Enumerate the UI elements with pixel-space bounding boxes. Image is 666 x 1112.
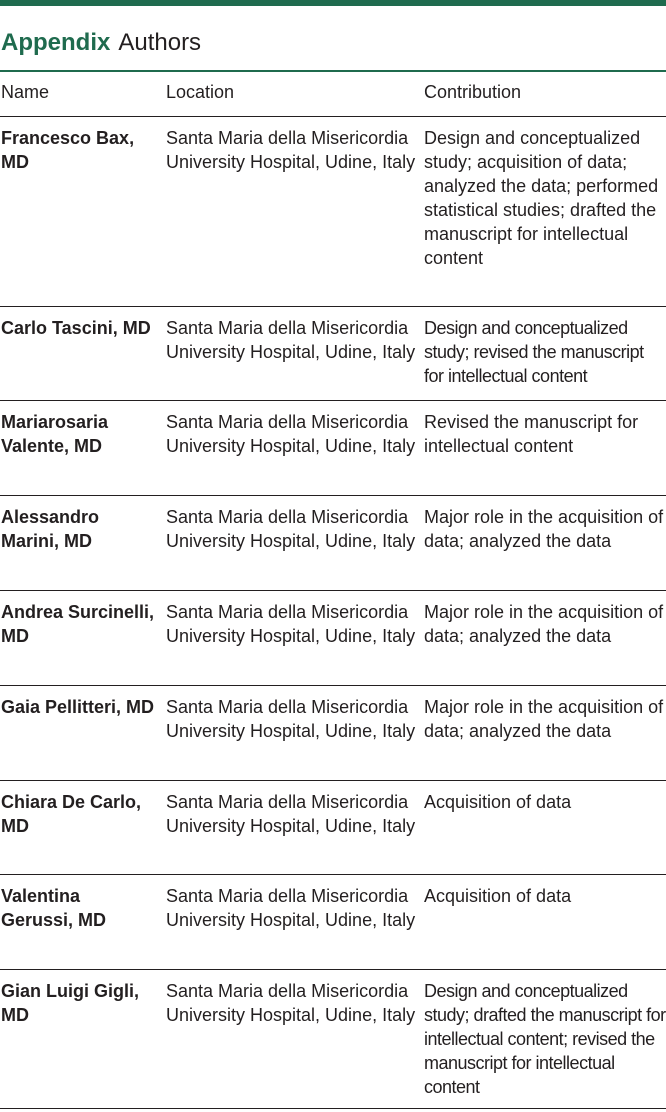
- author-location: Santa Maria della Misericordia University Hospital, Udine, Italy: [166, 981, 416, 1025]
- row-divider: [0, 495, 666, 496]
- author-location: Santa Maria della Misericordia University Hospital, Udine, Italy: [166, 507, 416, 551]
- title-label: Appendix: [1, 29, 111, 56]
- author-name: Alessandro Marini, MD: [1, 507, 100, 551]
- author-name: Andrea Surcinelli, MD: [1, 602, 155, 646]
- author-contribution: Design and conceptualized study; acquisition of data; analyzed the data; performed statistical studies; drafted the manuscript for intellectual content: [424, 128, 659, 268]
- author-name: Chiara De Carlo, MD: [1, 792, 142, 836]
- row-divider: [0, 400, 666, 401]
- author-contribution: Revised the manuscript for intellectual content: [424, 412, 639, 456]
- row-divider: [0, 969, 666, 970]
- column-header-name: Name: [1, 82, 50, 102]
- author-contribution: Major role in the acquisition of data; analyzed the data: [424, 697, 664, 741]
- author-name: Gaia Pellitteri, MD: [1, 697, 155, 717]
- table-bottom-rule: [0, 1108, 666, 1109]
- column-header-contribution: Contribution: [424, 82, 522, 102]
- row-divider: [0, 780, 666, 781]
- column-header-location: Location: [166, 82, 235, 102]
- author-name: Carlo Tascini, MD: [1, 318, 151, 338]
- author-name: Gian Luigi Gigli, MD: [1, 981, 139, 1025]
- author-name: Valentina Gerussi, MD: [1, 886, 107, 930]
- author-contribution: Major role in the acquisition of data; analyzed the data: [424, 507, 664, 551]
- row-divider: [0, 306, 666, 307]
- row-divider: [0, 874, 666, 875]
- author-location: Santa Maria della Misericordia University Hospital, Udine, Italy: [166, 412, 416, 456]
- author-location: Santa Maria della Misericordia University Hospital, Udine, Italy: [166, 792, 416, 836]
- author-location: Santa Maria della Misericordia University Hospital, Udine, Italy: [166, 128, 416, 172]
- title-text: Authors: [118, 29, 202, 56]
- author-contribution: Acquisition of data: [424, 792, 572, 812]
- table-title: [1, 26, 201, 60]
- author-location: Santa Maria della Misericordia University Hospital, Udine, Italy: [166, 602, 416, 646]
- author-name: Mariarosaria Valente, MD: [1, 412, 109, 456]
- author-location: Santa Maria della Misericordia University Hospital, Udine, Italy: [166, 318, 416, 362]
- author-name: Francesco Bax, MD: [1, 128, 135, 172]
- author-location: Santa Maria della Misericordia University Hospital, Udine, Italy: [166, 697, 416, 741]
- author-contribution: Design and conceptualized study; drafted the manuscript for intellectual content; revised the manuscript for intellectual content: [424, 981, 666, 1097]
- author-contribution: Design and conceptualized study; revised the manuscript for intellectual content: [424, 318, 644, 386]
- top-accent-bar: [0, 0, 666, 6]
- header-bottom-rule: [0, 116, 666, 117]
- author-contribution: Acquisition of data: [424, 886, 572, 906]
- row-divider: [0, 590, 666, 591]
- author-location: Santa Maria della Misericordia University Hospital, Udine, Italy: [166, 886, 416, 930]
- row-divider: [0, 685, 666, 686]
- header-top-rule: [0, 70, 666, 72]
- author-contribution: Major role in the acquisition of data; analyzed the data: [424, 602, 664, 646]
